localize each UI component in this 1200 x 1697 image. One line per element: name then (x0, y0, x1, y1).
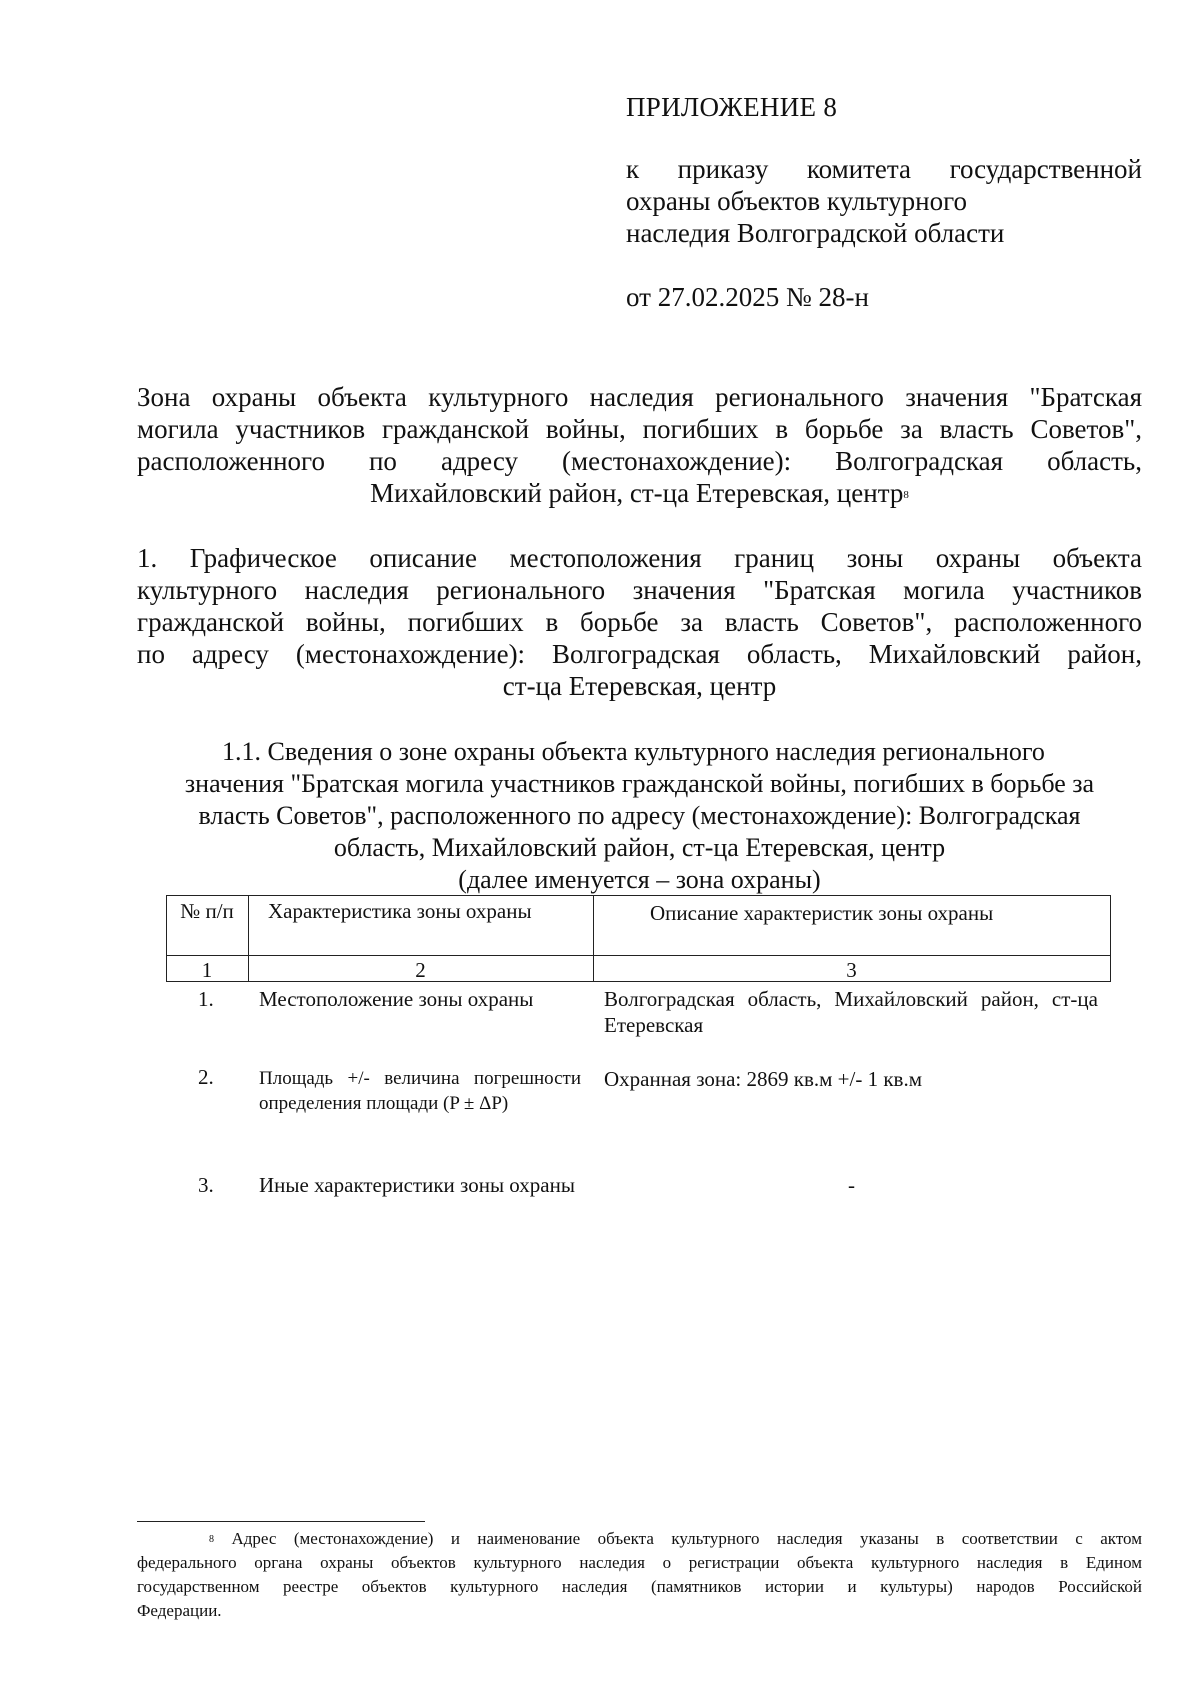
row-2-characteristic: Площадь +/- величина погрешности определения площади (P ± ΔP) (259, 1068, 581, 1114)
header-description: Описание характеристик зоны охраны (650, 901, 994, 925)
title-line-4-text: Михайловский район, ст-ца Етеревская, центр (370, 478, 904, 508)
section-1-1-line-3: власть Советов", расположенного по адресу (местонахождение): Волгоградская (198, 801, 1081, 830)
section-1-1-line-1: 1.1. Сведения о зоне охраны объекта культурного наследия регионального (222, 737, 1045, 766)
footnote-ref: 8 (903, 489, 909, 501)
table-rule-header (166, 955, 1111, 956)
section-1-1-line-2: значения "Братская могила участников гражданской войны, погибших в борьбе за (184, 769, 1095, 798)
row-1-characteristic: Местоположение зоны охраны (259, 987, 534, 1011)
section-1-line-2: культурного наследия регионального значения "Братская могила участников (137, 575, 1142, 605)
row-3-characteristic: Иные характеристики зоны охраны (259, 1173, 575, 1197)
section-1-line-4: по адресу (местонахождение): Волгоградская область, Михайловский район, (137, 639, 1142, 669)
title-line-3: расположенного по адресу (местонахождение): Волгоградская область, (137, 446, 1142, 476)
order-date: от 27.02.2025 № 28-н (626, 282, 869, 312)
colnum-3: 3 (846, 958, 857, 982)
table-rule-right (1110, 895, 1111, 981)
header-characteristic: Характеристика зоны охраны (268, 899, 532, 923)
section-1-line-5: ст-ца Етеревская, центр (502, 671, 777, 701)
row-2-num: 2. (198, 1065, 214, 1089)
footnote-line-2: федерального органа охраны объектов культурного наследия о регистрации объекта культурного наследия в Едином (137, 1553, 1142, 1572)
row-1-num: 1. (198, 987, 214, 1011)
colnum-2: 2 (415, 958, 426, 982)
order-line-1: к приказу комитета государственной (626, 154, 1142, 184)
footnote-line-3: государственном реестре объектов культурного наследия (памятников истории и культуры) народов Российской (137, 1577, 1142, 1596)
table-rule-top (166, 895, 1111, 896)
section-1-line-3: гражданской войны, погибших в борьбе за власть Советов", расположенного (137, 607, 1142, 637)
row-3-description: - (848, 1173, 855, 1197)
footnote-line-1-text: Адрес (местонахождение) и наименование объекта культурного наследия указаны в соответствии с актом (231, 1529, 1142, 1548)
footnote-line-4: Федерации. (137, 1601, 222, 1620)
order-line-3: наследия Волгоградской области (626, 218, 1005, 248)
order-line-2: охраны объектов культурного (626, 186, 967, 216)
section-1-1-line-4: область, Михайловский район, ст-ца Етеревская, центр (333, 833, 946, 862)
footnote-number: 8 (209, 1534, 214, 1545)
row-1-description: Волгоградская область, Михайловский район, ст-ца Етеревская (604, 987, 1098, 1037)
row-2-description: Охранная зона: 2869 кв.м +/- 1 кв.м (604, 1067, 922, 1091)
title-line-1: Зона охраны объекта культурного наследия регионального значения "Братская (137, 382, 1142, 412)
row-3-num: 3. (198, 1173, 214, 1197)
colnum-1: 1 (201, 958, 213, 982)
section-1-line-1: 1. Графическое описание местоположения границ зоны охраны объекта (137, 543, 1142, 573)
footnote-rule (137, 1521, 425, 1522)
appendix-title: ПРИЛОЖЕНИЕ 8 (626, 92, 838, 122)
section-1-1-line-5: (далее именуется – зона охраны) (458, 865, 821, 894)
footnote-line-1 (137, 1527, 1142, 1551)
header-num: № п/п (180, 899, 234, 923)
title-line-4 (137, 477, 1142, 509)
title-line-2: могила участников гражданской войны, погибших в борьбе за власть Советов", (137, 414, 1142, 444)
